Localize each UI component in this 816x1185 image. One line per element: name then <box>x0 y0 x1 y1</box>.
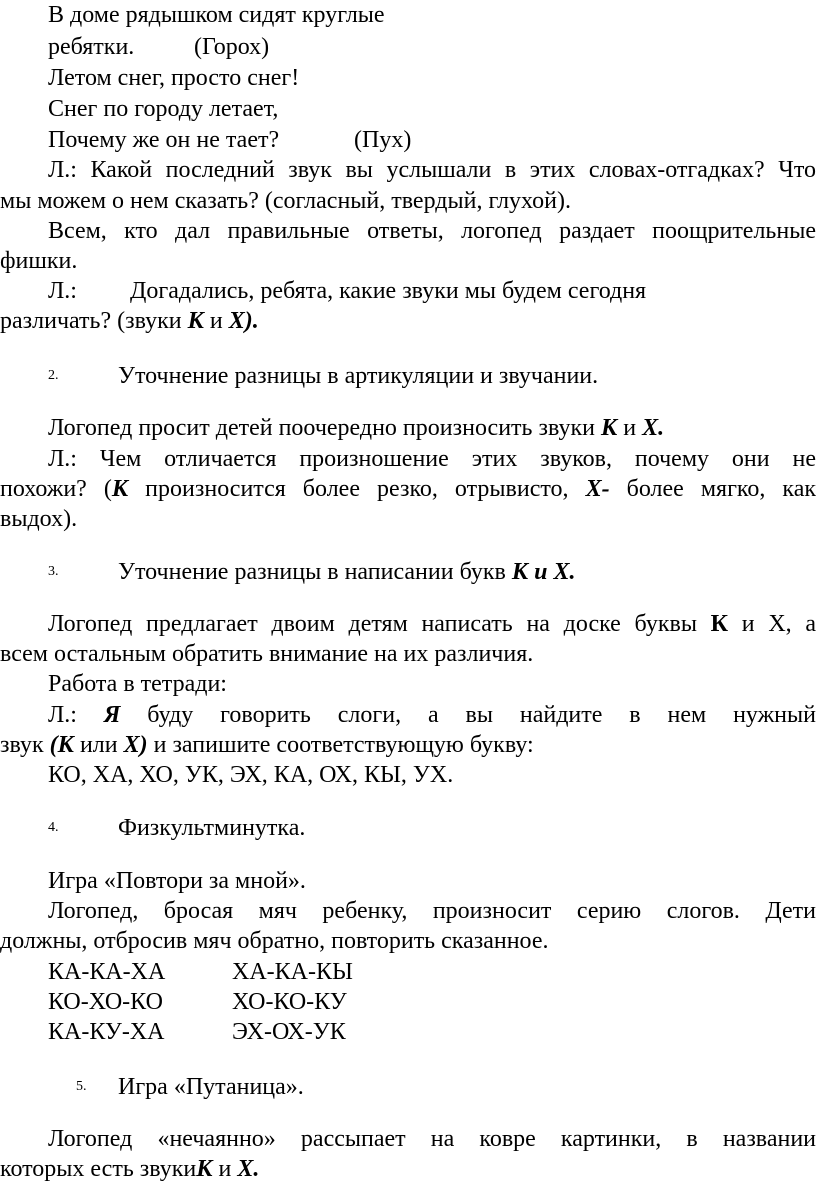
riddle-answer: (Пух) <box>354 127 412 153</box>
syllable-series: ХА-КА-КЫ <box>232 959 353 985</box>
task-line <box>48 700 816 730</box>
paragraph-line <box>48 896 816 926</box>
section-title <box>118 557 576 587</box>
riddle-line <box>48 63 816 93</box>
question-line <box>48 155 816 185</box>
question-line <box>0 186 816 216</box>
paragraph-text: и Х, а <box>728 611 816 637</box>
riddle-line <box>48 0 816 30</box>
paragraph-line <box>48 444 816 474</box>
speaker-label: Л.: <box>48 702 104 728</box>
paragraph-line <box>48 413 816 443</box>
sound-x: Х). <box>228 308 259 334</box>
section-number: 5. <box>76 1079 87 1094</box>
paragraph-text: Логопед, бросая мяч ребенку, произносит серию слогов. Дети <box>48 898 816 924</box>
riddle-line <box>48 32 816 62</box>
guess-line <box>0 306 816 336</box>
sound-x: Х- <box>585 476 610 502</box>
sound-k: К <box>111 476 129 502</box>
syllables-line <box>48 760 816 790</box>
sound-k: К <box>187 308 204 334</box>
section-number: 4. <box>48 820 59 835</box>
syllables-list: КО, ХА, ХО, УК, ЭХ, КА, ОХ, КЫ, УХ. <box>48 762 454 788</box>
paragraph-text: всем остальным обратить внимание на их различия. <box>0 641 534 667</box>
conjunction: и <box>203 308 229 334</box>
section-heading-2 <box>0 361 816 391</box>
paragraph-text: произносится более резко, отрывисто, <box>128 476 586 502</box>
riddle-text: Почему же он не тает? <box>48 127 280 153</box>
section-heading-5 <box>0 1072 816 1102</box>
paragraph-text: Л.: Какой последний звук вы услышали в этих словах-отгадках? Что <box>48 157 816 183</box>
reward-line <box>0 246 816 276</box>
sound-k: К <box>196 1156 213 1182</box>
speaker-label: Л.: <box>48 278 77 304</box>
section-title-text: Уточнение разницы в написании букв <box>118 559 512 585</box>
syllable-row <box>48 957 816 987</box>
paragraph-line <box>0 926 816 956</box>
game-line <box>48 866 816 896</box>
sound-k: К <box>600 415 618 441</box>
section-title: Физкультминутка. <box>118 815 306 841</box>
paragraph-line <box>48 1124 816 1154</box>
paragraph-text: должны, отбросив мяч обратно, повторить сказанное. <box>0 928 549 954</box>
conjunction: и <box>617 415 643 441</box>
section-title: Игра «Путаница». <box>118 1074 304 1100</box>
paragraph-text: различать? (звуки <box>0 308 188 334</box>
paragraph-text: более мягко, как <box>609 476 816 502</box>
riddle-text: ребятки. <box>48 34 135 60</box>
paragraph-text: которых есть звуки <box>0 1156 197 1182</box>
game-title: Игра «Повтори за мной». <box>48 868 306 894</box>
sound-k: (К <box>49 732 74 758</box>
pronoun-ya: Я <box>103 702 121 728</box>
section-title-letters: К и Х. <box>511 559 576 585</box>
conjunction: или <box>73 732 124 758</box>
section-title: Уточнение разницы в артикуляции и звучании. <box>118 363 599 389</box>
riddle-answer: (Горох) <box>194 34 270 60</box>
task-line <box>0 730 816 760</box>
paragraph-text: и запишите соответствующую букву: <box>147 732 534 758</box>
sound-x: Х) <box>123 732 148 758</box>
paragraph-text: Л.: Чем отличается произношение этих звуков, почему они не <box>48 446 816 472</box>
letter-k: К <box>710 611 729 637</box>
paragraph-text: фишки. <box>0 248 78 274</box>
paragraph-line <box>48 669 816 699</box>
syllable-series: КА-КА-ХА <box>48 959 166 985</box>
syllable-row <box>48 987 816 1017</box>
paragraph-text: Логопед предлагает двоим детям написать на доске буквы <box>48 611 711 637</box>
riddle-text: Летом снег, просто снег! <box>48 65 300 91</box>
section-heading-4 <box>0 813 816 843</box>
section-heading-3 <box>0 557 816 587</box>
syllable-series: ЭХ-ОХ-УК <box>232 1019 346 1045</box>
paragraph-text: звук <box>0 732 50 758</box>
reward-line <box>48 216 816 246</box>
syllable-series: КА-КУ-ХА <box>48 1019 165 1045</box>
paragraph-line <box>0 504 816 534</box>
syllable-series: ХО-КО-КУ <box>232 989 347 1015</box>
riddle-text: В доме рядышком сидят круглые <box>48 2 385 28</box>
syllable-series: КО-ХО-КО <box>48 989 163 1015</box>
guess-line <box>48 276 816 306</box>
paragraph-line <box>0 1154 816 1184</box>
syllable-row <box>48 1017 816 1047</box>
paragraph-text: мы можем о нем сказать? (согласный, твердый, глухой). <box>0 188 571 214</box>
paragraph-text: Логопед просит детей поочередно произносить звуки <box>48 415 601 441</box>
riddle-line <box>48 125 816 155</box>
riddle-text: Снег по городу летает, <box>48 96 279 122</box>
paragraph-text: Всем, кто дал правильные ответы, логопед раздает поощрительные <box>48 218 816 244</box>
paragraph-line <box>48 609 816 639</box>
sound-x: Х. <box>237 1156 260 1182</box>
paragraph-line <box>0 639 816 669</box>
section-number: 2. <box>48 368 59 383</box>
paragraph-text: Логопед «нечаянно» рассыпает на ковре картинки, в названии <box>48 1126 816 1152</box>
paragraph-text: Работа в тетради: <box>48 671 227 697</box>
conjunction: и <box>212 1156 238 1182</box>
paragraph-text: буду говорить слоги, а вы найдите в нем нужный <box>120 702 816 728</box>
riddle-line <box>48 94 816 124</box>
paragraph-line <box>0 474 816 504</box>
sound-x: Х. <box>642 415 665 441</box>
paragraph-text: похожи? ( <box>0 476 112 502</box>
paragraph-text: выдох). <box>0 506 78 532</box>
paragraph-text: Догадались, ребята, какие звуки мы будем сегодня <box>130 278 647 304</box>
section-number: 3. <box>48 564 59 579</box>
